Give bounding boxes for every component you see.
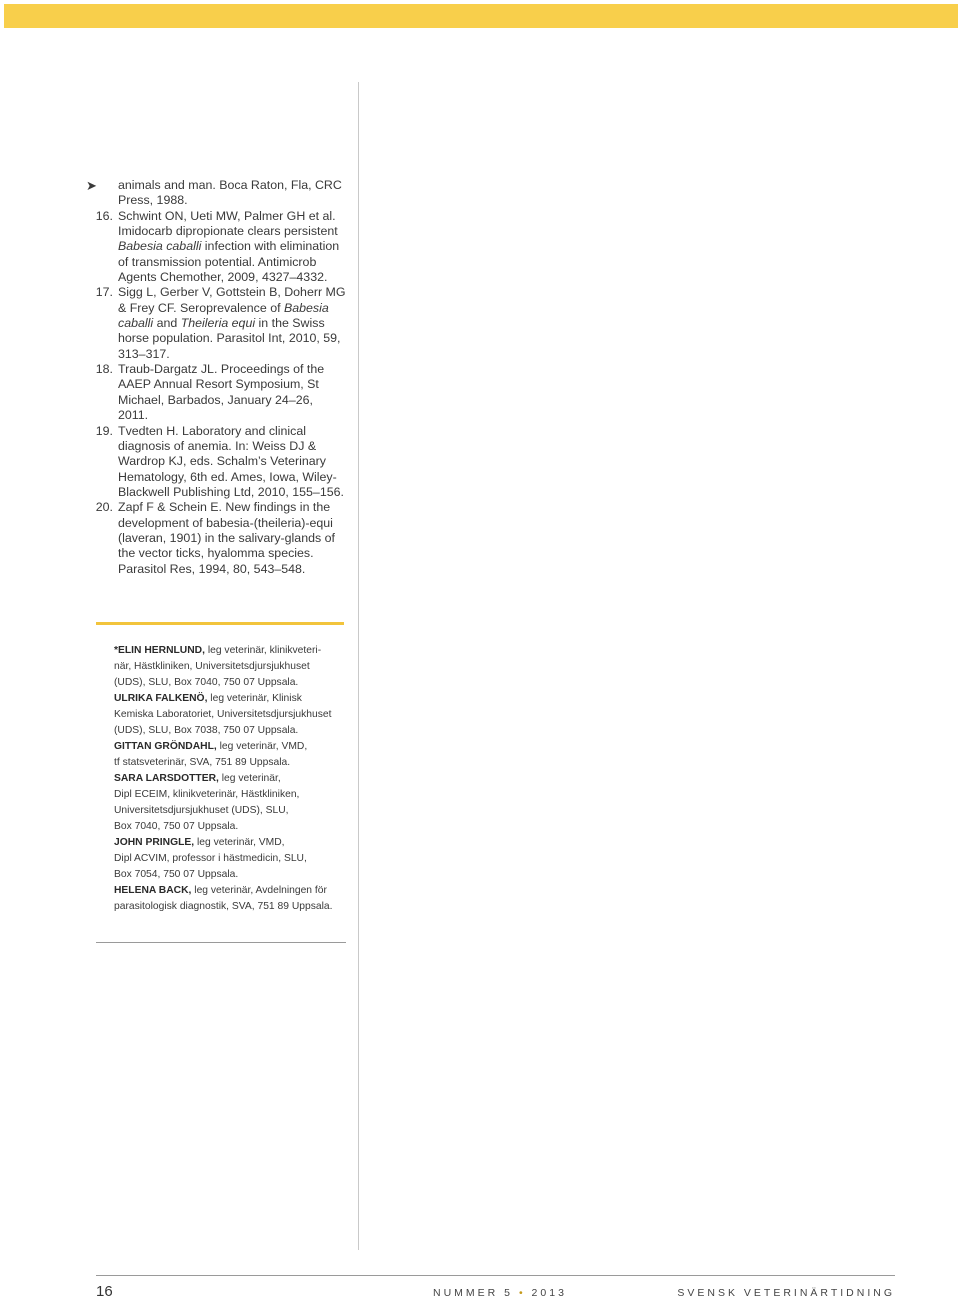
reference-number: 20.: [95, 500, 113, 515]
reference-text: and: [153, 316, 181, 331]
reference-item: [84, 362, 346, 423]
page-number: 16: [96, 1283, 113, 1300]
reference-number: 18.: [95, 362, 113, 377]
reference-number: 19.: [95, 423, 113, 438]
author-affiliation: leg veterinär, Klinisk Kemiska Laboratoriet, Universitetsdjursjukhuset (UDS), SLU, Box 7038, 750 07 Uppsala.: [114, 693, 332, 736]
author-affiliation: leg veterinär, Dipl ECEIM, klinikveterinär, Hästkliniken, Universitetsdjursjukhuset (UDS), SLU, Box 7040, 750 07 Uppsala.: [114, 773, 300, 832]
reference-text: Tvedten H. Laboratory and clinical diagnosis of anemia. In: Weiss DJ & Wardrop KJ, eds. Schalm’s Veterinary Hematology, 6th ed. Ames, Iowa, Wiley-Blackwell Publishing Ltd, 2010, 155–156.: [118, 423, 344, 499]
reference-item: [84, 285, 346, 362]
author-name: JOHN PRINGLE,: [114, 837, 195, 848]
reference-text: Zapf F & Schein E. New findings in the development of babesia-(theileria)-equi (laveran, 1901) in the salivary-glands of the vector ticks, hyalomma species. Parasitol Res, 1994, 80, 543–548.: [118, 500, 335, 576]
authors-top-rule: [96, 622, 344, 625]
author-entry: [114, 835, 350, 883]
journal-name: SVENSK VETERINÄRTIDNING: [677, 1287, 895, 1299]
author-entry: [114, 883, 350, 915]
author-name: ULRIKA FALKENÖ,: [114, 693, 208, 704]
reference-text: Schwint ON, Ueti MW, Palmer GH et al. Imidocarb dipropionate clears persistent: [118, 208, 338, 239]
reference-item: [84, 500, 346, 577]
author-affiliations: [114, 643, 350, 915]
author-entry: [114, 771, 350, 835]
reference-text: Sigg L, Gerber V, Gottstein B, Doherr MG & Frey CF. Seroprevalence of: [118, 285, 346, 315]
reference-number: 16.: [95, 208, 113, 223]
author-name: GITTAN GRÖNDAHL,: [114, 741, 217, 752]
author-affiliation: leg veterinär, Avdelningen för parasitologisk diagnostik, SVA, 751 89 Uppsala.: [114, 885, 333, 912]
column-divider: [358, 82, 359, 1250]
reference-continuation-text: animals and man. Boca Raton, Fla, CRC Press, 1988.: [118, 178, 342, 208]
reference-item: [84, 209, 346, 286]
reference-species-name: Babesia caballi: [118, 239, 202, 254]
top-color-band: [4, 4, 958, 28]
issue-separator: •: [518, 1287, 526, 1299]
issue-number: NUMMER 5: [433, 1287, 514, 1299]
author-affiliation: leg veterinär, VMD, tf statsveterinär, SVA, 751 89 Uppsala.: [114, 741, 308, 768]
reference-text: Traub-Dargatz JL. Proceedings of the AAEP Annual Resort Symposium, St Michael, Barbados, January 24–26, 2011.: [118, 362, 325, 423]
reference-item: [84, 424, 346, 501]
author-entry: [114, 643, 350, 691]
issue-year: 2013: [531, 1287, 567, 1299]
issue-label: [433, 1287, 567, 1299]
author-name: SARA LARSDOTTER,: [114, 773, 219, 784]
reference-number: 17.: [95, 285, 113, 300]
author-affiliation: leg veterinär, klinikveteri- när, Hästkliniken, Universitetsdjursjukhuset (UDS), SLU, Box 7040, 750 07 Uppsala.: [114, 645, 322, 688]
author-affiliation: leg veterinär, VMD, Dipl ACVIM, professor i hästmedicin, SLU, Box 7054, 750 07 Uppsala.: [114, 837, 307, 880]
reference-list: [84, 178, 346, 577]
author-entry: [114, 691, 350, 739]
reference-text: in the Swiss horse population. Parasitol Int, 2010, 59, 313–317.: [118, 316, 341, 361]
author-name: *ELIN HERNLUND,: [114, 645, 205, 656]
footer-rule: [96, 1275, 895, 1276]
reference-continuation: [84, 178, 346, 209]
author-entry: [114, 739, 350, 771]
authors-bottom-rule: [96, 942, 346, 943]
reference-text: infection with elimination of transmission potential. Antimicrob Agents Chemother, 2009, 4327–4332.: [118, 239, 340, 285]
author-name: HELENA BACK,: [114, 885, 192, 896]
reference-species-name: Babesia caballi: [118, 300, 329, 331]
reference-species-name: Theileria equi: [180, 316, 256, 331]
continuation-arrow-icon: ➤: [86, 178, 97, 193]
